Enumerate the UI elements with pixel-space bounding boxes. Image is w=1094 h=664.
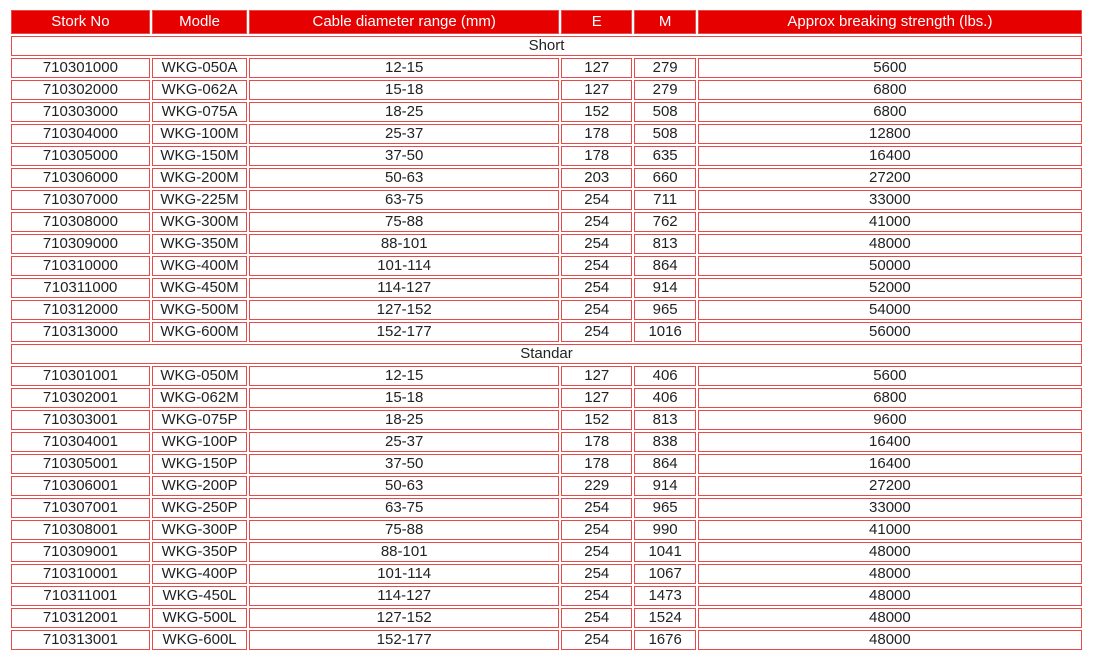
- cell-model: WKG-100M: [152, 124, 248, 144]
- cell-stork-no: 710303001: [11, 410, 150, 430]
- cell-e: 254: [561, 542, 632, 562]
- cell-model: WKG-350M: [152, 234, 248, 254]
- spec-table: [9, 8, 1084, 652]
- cell-cable-diameter: 25-37: [249, 124, 559, 144]
- table-row: [11, 410, 1082, 430]
- table-row: [11, 234, 1082, 254]
- table-row: [11, 476, 1082, 496]
- table-body: [11, 36, 1082, 650]
- cell-cable-diameter: 88-101: [249, 234, 559, 254]
- cell-stork-no: 710301001: [11, 366, 150, 386]
- header-e: E: [561, 10, 632, 34]
- cell-m: 1524: [634, 608, 695, 628]
- cell-m: 508: [634, 102, 695, 122]
- table-row: [11, 124, 1082, 144]
- table-row: [11, 322, 1082, 342]
- cell-stork-no: 710308001: [11, 520, 150, 540]
- cell-m: 864: [634, 454, 695, 474]
- cell-cable-diameter: 114-127: [249, 586, 559, 606]
- table-row: [11, 366, 1082, 386]
- cell-m: 914: [634, 476, 695, 496]
- table-row: [11, 102, 1082, 122]
- table-row: [11, 564, 1082, 584]
- cell-m: 813: [634, 410, 695, 430]
- cell-e: 254: [561, 564, 632, 584]
- cell-m: 965: [634, 300, 695, 320]
- cell-m: 1067: [634, 564, 695, 584]
- cell-model: WKG-075A: [152, 102, 248, 122]
- cell-m: 1473: [634, 586, 695, 606]
- cell-e: 152: [561, 410, 632, 430]
- cell-stork-no: 710313001: [11, 630, 150, 650]
- cell-breaking-strength: 50000: [698, 256, 1082, 276]
- cell-stork-no: 710309001: [11, 542, 150, 562]
- cell-m: 279: [634, 58, 695, 78]
- cell-stork-no: 710310001: [11, 564, 150, 584]
- cell-breaking-strength: 41000: [698, 212, 1082, 232]
- cell-stork-no: 710303000: [11, 102, 150, 122]
- cell-stork-no: 710306000: [11, 168, 150, 188]
- cell-e: 254: [561, 630, 632, 650]
- cell-cable-diameter: 12-15: [249, 366, 559, 386]
- cell-cable-diameter: 63-75: [249, 190, 559, 210]
- cell-m: 508: [634, 124, 695, 144]
- cell-e: 254: [561, 586, 632, 606]
- cell-e: 203: [561, 168, 632, 188]
- cell-stork-no: 710307001: [11, 498, 150, 518]
- cell-e: 127: [561, 388, 632, 408]
- table-row: [11, 388, 1082, 408]
- cell-m: 660: [634, 168, 695, 188]
- table-row: [11, 168, 1082, 188]
- cell-model: WKG-250P: [152, 498, 248, 518]
- cell-cable-diameter: 50-63: [249, 168, 559, 188]
- cell-e: 254: [561, 300, 632, 320]
- cell-stork-no: 710306001: [11, 476, 150, 496]
- cell-breaking-strength: 5600: [698, 58, 1082, 78]
- cell-cable-diameter: 75-88: [249, 212, 559, 232]
- cell-cable-diameter: 75-88: [249, 520, 559, 540]
- cell-cable-diameter: 127-152: [249, 300, 559, 320]
- table-row: [11, 58, 1082, 78]
- cell-stork-no: 710307000: [11, 190, 150, 210]
- table-row: [11, 80, 1082, 100]
- cell-e: 254: [561, 322, 632, 342]
- cell-breaking-strength: 33000: [698, 190, 1082, 210]
- table-row: [11, 520, 1082, 540]
- cell-breaking-strength: 6800: [698, 80, 1082, 100]
- cell-model: WKG-062A: [152, 80, 248, 100]
- cell-e: 178: [561, 454, 632, 474]
- cell-breaking-strength: 48000: [698, 564, 1082, 584]
- cell-stork-no: 710302000: [11, 80, 150, 100]
- table-row: [11, 542, 1082, 562]
- cell-model: WKG-450M: [152, 278, 248, 298]
- cell-stork-no: 710305000: [11, 146, 150, 166]
- cell-cable-diameter: 152-177: [249, 630, 559, 650]
- table-row: [11, 212, 1082, 232]
- cell-model: WKG-600L: [152, 630, 248, 650]
- cell-model: WKG-500M: [152, 300, 248, 320]
- header-stork-no: Stork No: [11, 10, 150, 34]
- cell-cable-diameter: 25-37: [249, 432, 559, 452]
- cell-e: 254: [561, 520, 632, 540]
- cell-m: 1016: [634, 322, 695, 342]
- cell-breaking-strength: 48000: [698, 234, 1082, 254]
- cell-e: 127: [561, 366, 632, 386]
- cell-cable-diameter: 15-18: [249, 80, 559, 100]
- cell-e: 152: [561, 102, 632, 122]
- cell-m: 864: [634, 256, 695, 276]
- cell-stork-no: 710305001: [11, 454, 150, 474]
- cell-e: 254: [561, 278, 632, 298]
- cell-cable-diameter: 88-101: [249, 542, 559, 562]
- cell-stork-no: 710312001: [11, 608, 150, 628]
- cell-breaking-strength: 9600: [698, 410, 1082, 430]
- table-row: [11, 190, 1082, 210]
- cell-stork-no: 710304000: [11, 124, 150, 144]
- cell-breaking-strength: 27200: [698, 168, 1082, 188]
- header-model: Modle: [152, 10, 248, 34]
- cell-stork-no: 710311000: [11, 278, 150, 298]
- cell-e: 254: [561, 498, 632, 518]
- cell-m: 406: [634, 388, 695, 408]
- cell-stork-no: 710309000: [11, 234, 150, 254]
- cell-breaking-strength: 48000: [698, 608, 1082, 628]
- cell-breaking-strength: 56000: [698, 322, 1082, 342]
- cell-cable-diameter: 18-25: [249, 410, 559, 430]
- cell-e: 178: [561, 124, 632, 144]
- cell-model: WKG-150P: [152, 454, 248, 474]
- cell-m: 635: [634, 146, 695, 166]
- cell-e: 254: [561, 212, 632, 232]
- cell-model: WKG-050M: [152, 366, 248, 386]
- cell-cable-diameter: 127-152: [249, 608, 559, 628]
- header-breaking-strength: Approx breaking strength (lbs.): [698, 10, 1082, 34]
- cell-stork-no: 710312000: [11, 300, 150, 320]
- cell-stork-no: 710304001: [11, 432, 150, 452]
- cell-breaking-strength: 12800: [698, 124, 1082, 144]
- table-row: [11, 630, 1082, 650]
- cell-cable-diameter: 114-127: [249, 278, 559, 298]
- cell-model: WKG-075P: [152, 410, 248, 430]
- cell-m: 711: [634, 190, 695, 210]
- cell-cable-diameter: 50-63: [249, 476, 559, 496]
- cell-breaking-strength: 16400: [698, 146, 1082, 166]
- table-row: [11, 586, 1082, 606]
- cell-e: 178: [561, 146, 632, 166]
- cell-cable-diameter: 63-75: [249, 498, 559, 518]
- cell-m: 838: [634, 432, 695, 452]
- cell-breaking-strength: 52000: [698, 278, 1082, 298]
- table-row: [11, 454, 1082, 474]
- group-label: Short: [11, 36, 1082, 56]
- cell-breaking-strength: 6800: [698, 388, 1082, 408]
- cell-cable-diameter: 101-114: [249, 564, 559, 584]
- cell-stork-no: 710302001: [11, 388, 150, 408]
- cell-stork-no: 710311001: [11, 586, 150, 606]
- table-row: [11, 608, 1082, 628]
- cell-breaking-strength: 6800: [698, 102, 1082, 122]
- cell-m: 762: [634, 212, 695, 232]
- cell-breaking-strength: 16400: [698, 454, 1082, 474]
- cell-model: WKG-600M: [152, 322, 248, 342]
- table-row: [11, 498, 1082, 518]
- cell-model: WKG-500L: [152, 608, 248, 628]
- table-row: [11, 300, 1082, 320]
- cell-breaking-strength: 48000: [698, 542, 1082, 562]
- table-header: [11, 10, 1082, 34]
- cell-cable-diameter: 101-114: [249, 256, 559, 276]
- cell-m: 1676: [634, 630, 695, 650]
- table-row: [11, 256, 1082, 276]
- cell-cable-diameter: 18-25: [249, 102, 559, 122]
- cell-stork-no: 710313000: [11, 322, 150, 342]
- cell-stork-no: 710308000: [11, 212, 150, 232]
- cell-e: 254: [561, 256, 632, 276]
- cell-m: 965: [634, 498, 695, 518]
- cell-model: WKG-062M: [152, 388, 248, 408]
- cell-stork-no: 710310000: [11, 256, 150, 276]
- cell-breaking-strength: 48000: [698, 586, 1082, 606]
- cell-e: 229: [561, 476, 632, 496]
- cell-breaking-strength: 54000: [698, 300, 1082, 320]
- cell-model: WKG-400M: [152, 256, 248, 276]
- cell-m: 813: [634, 234, 695, 254]
- table-row: [11, 146, 1082, 166]
- table-row: [11, 432, 1082, 452]
- cell-cable-diameter: 15-18: [249, 388, 559, 408]
- cell-model: WKG-150M: [152, 146, 248, 166]
- cell-e: 254: [561, 608, 632, 628]
- cell-breaking-strength: 27200: [698, 476, 1082, 496]
- group-row: [11, 344, 1082, 364]
- cell-e: 254: [561, 234, 632, 254]
- cell-breaking-strength: 41000: [698, 520, 1082, 540]
- cell-model: WKG-400P: [152, 564, 248, 584]
- cell-model: WKG-450L: [152, 586, 248, 606]
- cell-model: WKG-300M: [152, 212, 248, 232]
- cell-m: 279: [634, 80, 695, 100]
- header-m: M: [634, 10, 695, 34]
- cell-breaking-strength: 5600: [698, 366, 1082, 386]
- header-row: [11, 10, 1082, 34]
- cell-breaking-strength: 16400: [698, 432, 1082, 452]
- cell-model: WKG-200M: [152, 168, 248, 188]
- cell-m: 1041: [634, 542, 695, 562]
- cell-breaking-strength: 33000: [698, 498, 1082, 518]
- header-cable-diameter: Cable diameter range (mm): [249, 10, 559, 34]
- cell-m: 914: [634, 278, 695, 298]
- cell-cable-diameter: 37-50: [249, 454, 559, 474]
- cell-cable-diameter: 152-177: [249, 322, 559, 342]
- cell-model: WKG-100P: [152, 432, 248, 452]
- cell-e: 127: [561, 80, 632, 100]
- cell-e: 178: [561, 432, 632, 452]
- cell-m: 990: [634, 520, 695, 540]
- cell-model: WKG-050A: [152, 58, 248, 78]
- cell-model: WKG-200P: [152, 476, 248, 496]
- cell-e: 127: [561, 58, 632, 78]
- cell-breaking-strength: 48000: [698, 630, 1082, 650]
- cell-e: 254: [561, 190, 632, 210]
- cell-cable-diameter: 37-50: [249, 146, 559, 166]
- cell-model: WKG-300P: [152, 520, 248, 540]
- group-row: [11, 36, 1082, 56]
- cell-cable-diameter: 12-15: [249, 58, 559, 78]
- cell-m: 406: [634, 366, 695, 386]
- cell-model: WKG-350P: [152, 542, 248, 562]
- table-row: [11, 278, 1082, 298]
- group-label: Standar: [11, 344, 1082, 364]
- cell-stork-no: 710301000: [11, 58, 150, 78]
- cell-model: WKG-225M: [152, 190, 248, 210]
